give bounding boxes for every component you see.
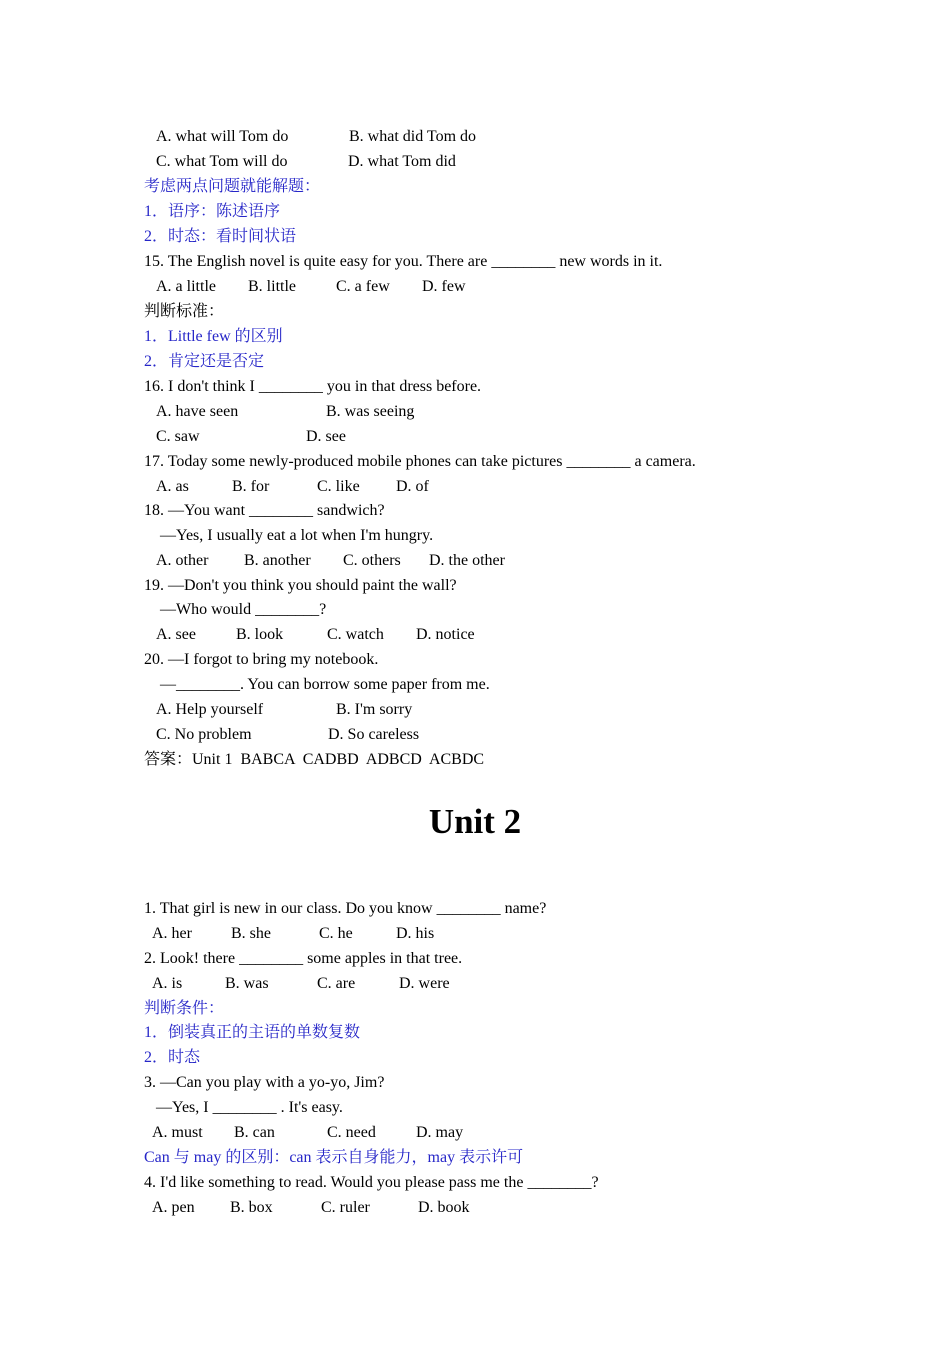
q20-options-row2 (144, 722, 420, 747)
note15-point-2: 2．肯定还是否定 (144, 353, 265, 370)
q16-stem: 16. I don't think I ________ you in that dress before. (144, 378, 482, 395)
q17-stem: 17. Today some newly-produced mobile phones can take pictures ________ a camera. (144, 453, 696, 470)
u2-q2-options (144, 971, 450, 996)
q20-options-row1 (144, 697, 413, 722)
q20-option-c: C. No problem (156, 726, 252, 743)
q17-option-b: B. for (232, 478, 270, 495)
q18-options (144, 548, 505, 573)
u2-q2-stem: 2. Look! there ________ some apples in that tree. (144, 950, 463, 967)
q15-option-b: B. little (248, 278, 296, 295)
u2-q4-option-b: B. box (230, 1199, 273, 1216)
q19-reply: —Who would ________? (160, 601, 327, 618)
u2-q4-option-c: C. ruler (321, 1199, 370, 1216)
q20-option-b: B. I'm sorry (336, 701, 413, 718)
q14-option-a: A. what will Tom do (156, 128, 289, 145)
q19-option-a: A. see (156, 626, 196, 643)
u2-q1-option-d: D. his (396, 925, 435, 942)
u2-q1-option-a: A. her (152, 925, 192, 942)
u2-q2-option-d: D. were (399, 975, 450, 992)
u2-q1-option-b: B. she (231, 925, 271, 942)
q20-stem: 20. —I forgot to bring my notebook. (144, 651, 379, 668)
u2-q3-reply: —Yes, I ________ . It's easy. (156, 1099, 343, 1116)
q18-stem: 18. —You want ________ sandwich? (144, 502, 385, 519)
q15-option-c: C. a few (336, 278, 390, 295)
u2-q1-stem: 1. That girl is new in our class. Do you know ________ name? (144, 900, 547, 917)
u2-note2-point-2: 2．时态 (144, 1049, 201, 1066)
u2-q1-option-c: C. he (319, 925, 353, 942)
u2-q4-stem: 4. I'd like something to read. Would you please pass me the ________? (144, 1174, 599, 1191)
q17-option-c: C. like (317, 478, 360, 495)
u2-q2-option-c: C. are (317, 975, 356, 992)
q18-option-b: B. another (244, 552, 311, 569)
q20-reply: —________. You can borrow some paper from me. (160, 676, 490, 693)
q16-option-a: A. have seen (156, 403, 239, 420)
q18-reply: —Yes, I usually eat a lot when I'm hungry. (160, 527, 434, 544)
u2-q1-options (144, 921, 435, 946)
q19-option-c: C. watch (327, 626, 384, 643)
q17-options (144, 474, 429, 499)
q17-option-d: D. of (396, 478, 429, 495)
q19-option-b: B. look (236, 626, 284, 643)
u2-note2-point-1: 1．倒装真正的主语的单数复数 (144, 1024, 361, 1041)
note15-title: 判断标准： (144, 303, 225, 320)
q15-option-a: A. a little (156, 278, 216, 295)
u2-q3-option-a: A. must (152, 1124, 203, 1141)
u2-q3-option-c: C. need (327, 1124, 376, 1141)
q16-option-b: B. was seeing (326, 403, 415, 420)
q14-option-b: B. what did Tom do (349, 128, 477, 145)
q16-option-d: D. see (306, 428, 346, 445)
q16-options-row2 (144, 424, 346, 449)
q14-option-c: C. what Tom will do (156, 153, 288, 170)
u2-q3-stem: 3. —Can you play with a yo-yo, Jim? (144, 1074, 385, 1091)
q19-stem: 19. —Don't you think you should paint the wall? (144, 577, 457, 594)
q17-option-a: A. as (156, 478, 189, 495)
q14-options-row1 (144, 124, 477, 149)
u2-q4-options (144, 1195, 470, 1220)
q20-option-d: D. So careless (328, 726, 420, 743)
u2-q4-option-d: D. book (418, 1199, 470, 1216)
u2-q3-option-d: D. may (416, 1124, 464, 1141)
q14-option-d: D. what Tom did (348, 153, 456, 170)
note14-point-2: 2．时态：看时间状语 (144, 228, 297, 245)
u2-q3-option-b: B. can (234, 1124, 275, 1141)
q15-stem: 15. The English novel is quite easy for you. There are ________ new words in it. (144, 253, 663, 270)
q20-option-a: A. Help yourself (156, 701, 264, 718)
q16-options-row1 (144, 399, 415, 424)
q19-options (144, 622, 475, 647)
q19-option-d: D. notice (416, 626, 475, 643)
answer-key: 答案：Unit 1 BABCA CADBD ADBCD ACBDC (144, 751, 485, 768)
note15-point-1: 1．Little few 的区别 (144, 328, 283, 345)
note14-point-1: 1．语序：陈述语序 (144, 203, 281, 220)
unit-heading: Unit 2 (428, 802, 522, 841)
q15-option-d: D. few (422, 278, 466, 295)
q18-option-d: D. the other (429, 552, 505, 569)
note14-title: 考虑两点问题就能解题： (144, 178, 321, 195)
u2-q2-option-b: B. was (225, 975, 269, 992)
u2-q4-option-a: A. pen (152, 1199, 195, 1216)
q16-option-c: C. saw (156, 428, 200, 445)
q18-option-a: A. other (156, 552, 209, 569)
q14-options-row2 (144, 149, 456, 174)
u2-note2-title: 判断条件： (144, 1000, 225, 1017)
q15-options (144, 274, 466, 299)
u2-q2-option-a: A. is (152, 975, 183, 992)
q18-option-c: C. others (343, 552, 401, 569)
u2-q3-options (144, 1120, 464, 1145)
u2-note3: Can 与 may 的区别：can 表示自身能力，may 表示许可 (144, 1149, 524, 1166)
